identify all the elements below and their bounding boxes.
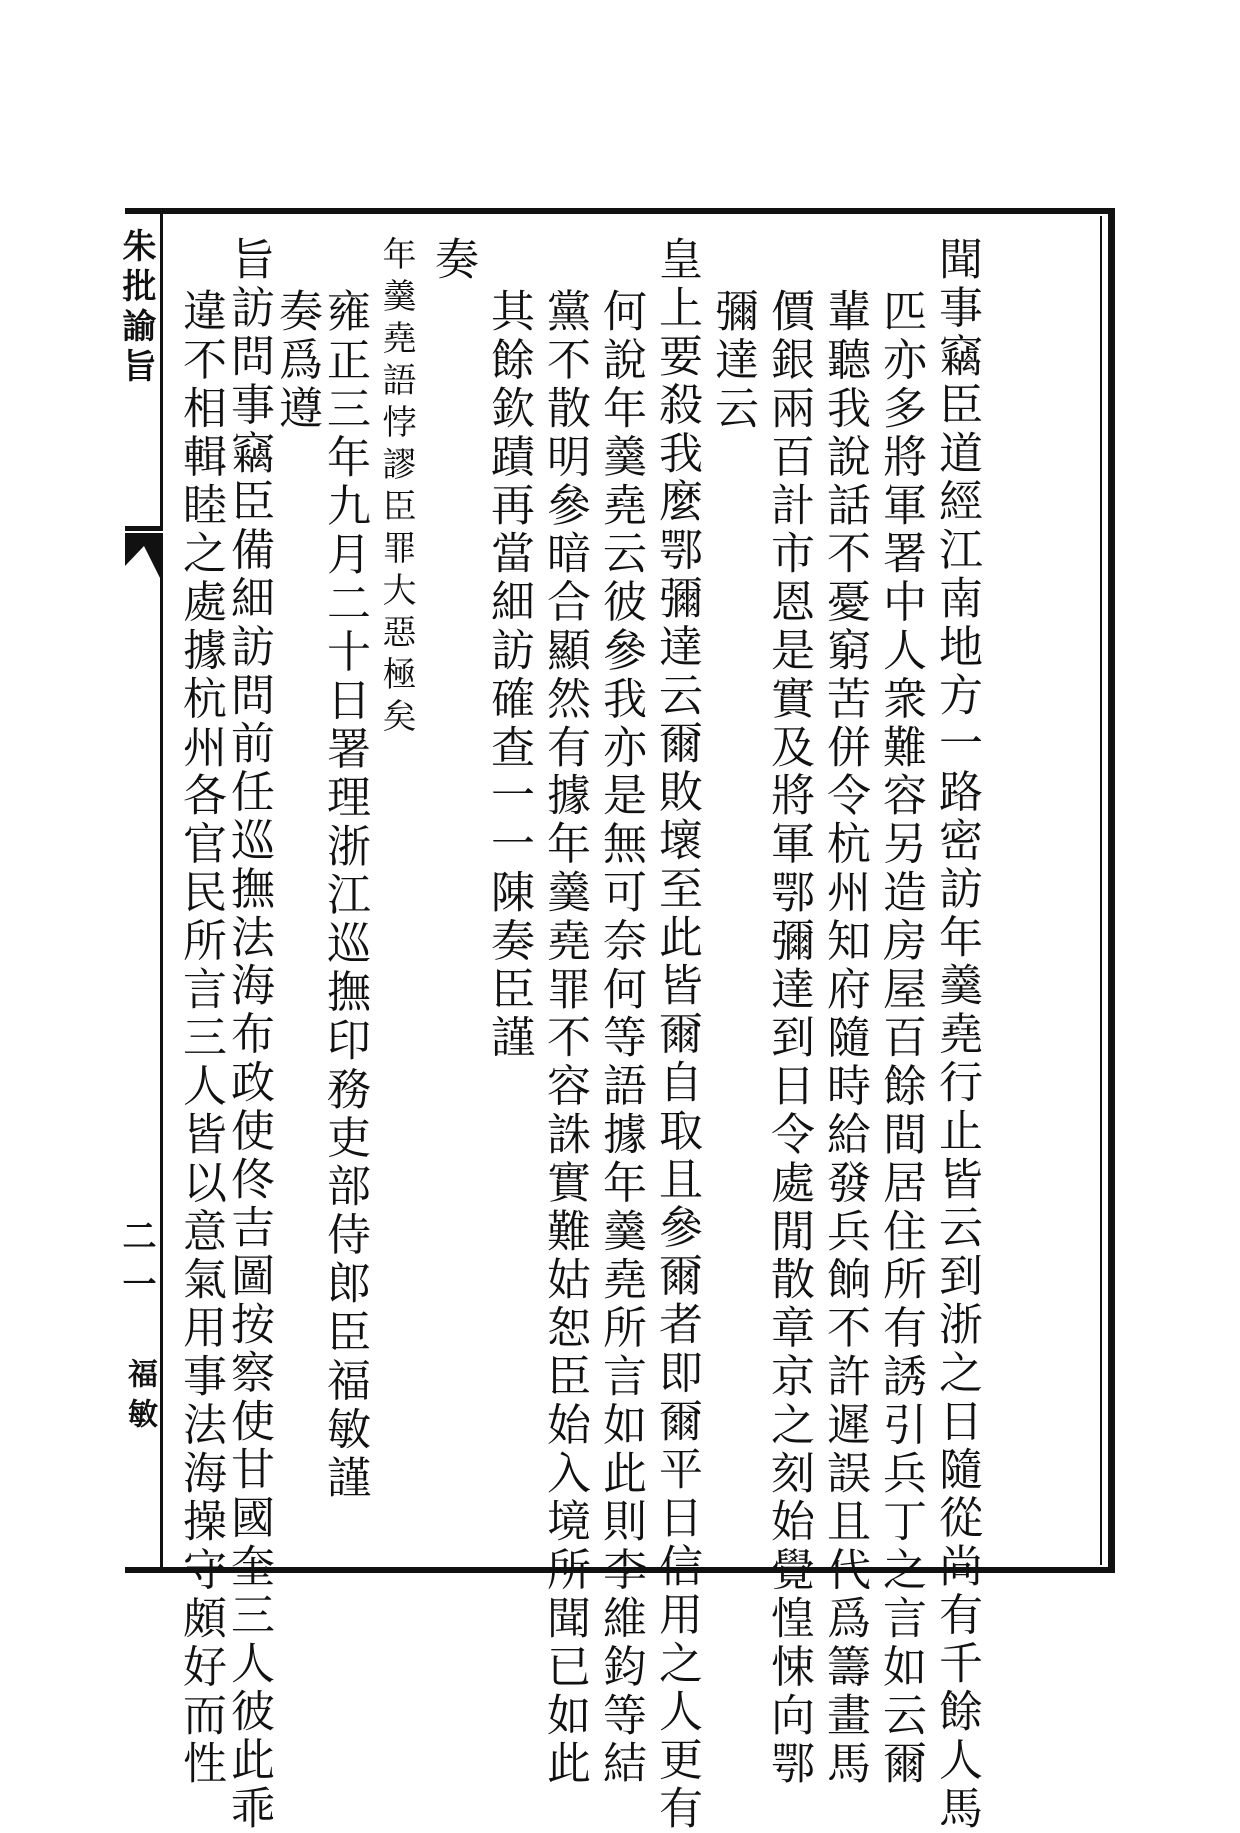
text-column-14: 旨訪問事竊臣備細訪問前任巡撫法海布政使佟吉圖按察使甘國奎三人彼此乖 — [223, 236, 274, 1833]
text-column-7: 何說年羹堯云彼參我亦是無可奈何等語據年羹堯所言如此則李維鈞等結 — [595, 288, 646, 1789]
text-column-1: 聞事竊臣道經江南地方一路密訪年羹堯行止皆云到浙之日隨從尚有千餘人馬 — [931, 236, 982, 1833]
text-column-3: 輩聽我說話不憂窮苦併令杭州知府隨時給發兵餉不許遲誤且代爲籌畫馬 — [819, 288, 870, 1789]
text-column-5: 彌達云 — [707, 288, 758, 434]
text-column-4: 價銀兩百計市恩是實及將軍鄂彌達到日令處閒散章京之刻始覺惶悚向鄂 — [763, 288, 814, 1789]
text-column-date: 雍正三年九月二十日署理浙江巡撫印務吏部侍郎臣福敏謹 — [319, 288, 370, 1503]
text-column-9: 其餘欽蹟再當細訪確查一一陳奏臣謹 — [483, 288, 534, 1063]
margin-page-number: 二一 — [116, 1218, 156, 1314]
text-column-13: 奏爲遵 — [271, 288, 322, 434]
text-column-10: 奏 — [427, 236, 478, 285]
margin-book-title: 朱批諭旨 — [116, 228, 156, 388]
text-column-8: 黨不散明參暗合顯然有據年羹堯罪不容誅實難姑恕臣始入境所聞已如此 — [539, 288, 590, 1789]
fishtail-ornament-icon — [125, 526, 163, 598]
page-margin-strip — [116, 208, 163, 1573]
vermilion-rescript: 年羹堯語悖謬臣罪大惡極矣 — [376, 236, 416, 740]
text-column-15: 違不相輯睦之處據杭州各官民所言三人皆以意氣用事法海操守頗好而性 — [175, 288, 226, 1789]
text-column-6: 皇上要殺我麼鄂彌達云爾敗壞至此皆爾自取且參爾者即爾平日信用之人更有 — [651, 236, 702, 1833]
margin-section-name: 福敏 — [122, 1358, 157, 1438]
text-column-2: 匹亦多將軍署中人衆難容另造房屋百餘間居住所有誘引兵丁之言如云爾 — [875, 288, 926, 1789]
